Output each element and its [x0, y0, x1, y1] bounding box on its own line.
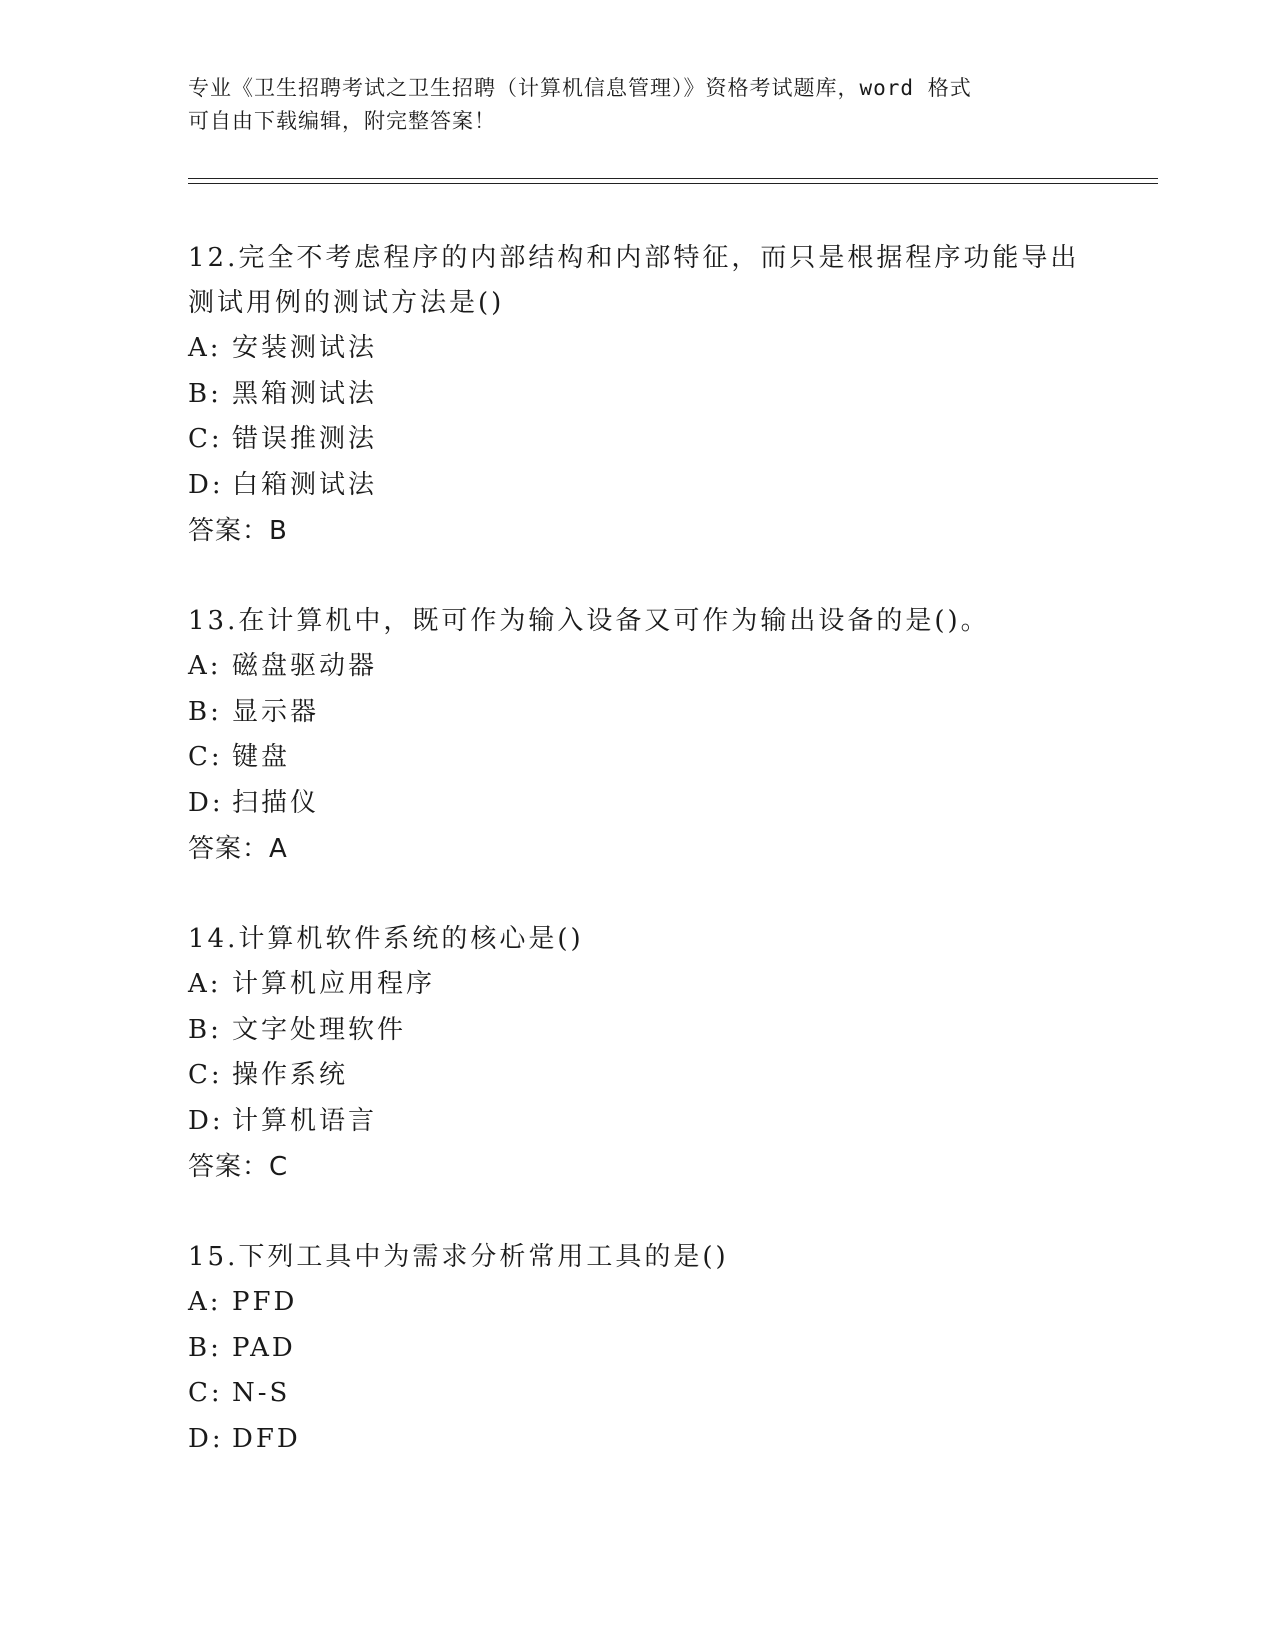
option-text: 扫描仪: [232, 787, 320, 818]
option-text: PAD: [232, 1332, 296, 1363]
option-text: PFD: [232, 1287, 298, 1317]
question-12: [188, 236, 1088, 554]
option-b: [188, 690, 1088, 736]
option-c: [188, 1053, 1088, 1099]
question-stem: 14.计算机软件系统的核心是(): [188, 924, 584, 954]
option-key: A:: [188, 969, 222, 999]
option-text: 计算机应用程序: [232, 969, 436, 999]
option-c: [188, 417, 1088, 463]
option-a: [188, 644, 1088, 690]
option-key: B:: [188, 378, 222, 409]
question-stem-continued: 测试用例的测试方法是(): [188, 288, 505, 318]
option-key: A:: [188, 333, 222, 363]
option-text: 键盘: [232, 742, 291, 772]
option-key: B:: [188, 1014, 222, 1045]
option-d: [188, 463, 1088, 509]
answer-line: 答案：A: [188, 834, 288, 864]
answer-line: 答案：C: [188, 1152, 289, 1182]
option-text: 计算机语言: [232, 1105, 378, 1136]
option-key: C:: [188, 742, 223, 772]
option-d: [188, 1099, 1088, 1145]
option-key: A:: [188, 1287, 222, 1317]
question-stem: 15.下列工具中为需求分析常用工具的是(): [188, 1242, 729, 1272]
option-a: [188, 1280, 1088, 1326]
option-a: [188, 326, 1088, 372]
option-a: [188, 962, 1088, 1008]
header-line-2: 可自由下载编辑，附完整答案！: [188, 109, 496, 133]
option-text: 操作系统: [232, 1060, 349, 1090]
option-c: [188, 735, 1088, 781]
document-header: [188, 72, 1068, 138]
option-key: C:: [188, 1060, 223, 1090]
option-key: B:: [188, 1332, 222, 1363]
option-text: DFD: [232, 1423, 301, 1454]
option-text: 安装测试法: [232, 333, 378, 363]
question-list: [188, 236, 1088, 1507]
question-14: [188, 917, 1088, 1190]
header-divider-top: [188, 178, 1158, 179]
option-b: [188, 1008, 1088, 1054]
option-key: D:: [188, 469, 224, 500]
option-text: 文字处理软件: [232, 1014, 407, 1045]
option-b: [188, 1326, 1088, 1372]
option-key: D:: [188, 1105, 224, 1136]
option-text: 白箱测试法: [232, 469, 378, 500]
option-key: D:: [188, 1423, 224, 1454]
option-text: 错误推测法: [232, 424, 378, 454]
header-line-1: 专业《卫生招聘考试之卫生招聘（计算机信息管理）》资格考试题库，word 格式: [188, 76, 972, 100]
option-key: D:: [188, 787, 224, 818]
option-text: 黑箱测试法: [232, 378, 378, 409]
header-divider-bottom: [188, 183, 1158, 184]
answer-line: 答案：B: [188, 516, 288, 546]
option-key: A:: [188, 651, 222, 681]
option-d: [188, 1417, 1088, 1463]
question-13: [188, 599, 1088, 872]
option-key: C:: [188, 424, 223, 454]
option-d: [188, 781, 1088, 827]
option-key: B:: [188, 696, 222, 727]
option-key: C:: [188, 1378, 223, 1408]
option-b: [188, 372, 1088, 418]
option-c: [188, 1371, 1088, 1417]
option-text: 显示器: [232, 696, 320, 727]
question-15: [188, 1235, 1088, 1462]
question-stem: 12.完全不考虑程序的内部结构和内部特征，而只是根据程序功能导出: [188, 243, 1080, 273]
option-text: 磁盘驱动器: [232, 651, 378, 681]
question-stem: 13.在计算机中，既可作为输入设备又可作为输出设备的是()。: [188, 606, 990, 636]
option-text: N-S: [232, 1378, 291, 1408]
